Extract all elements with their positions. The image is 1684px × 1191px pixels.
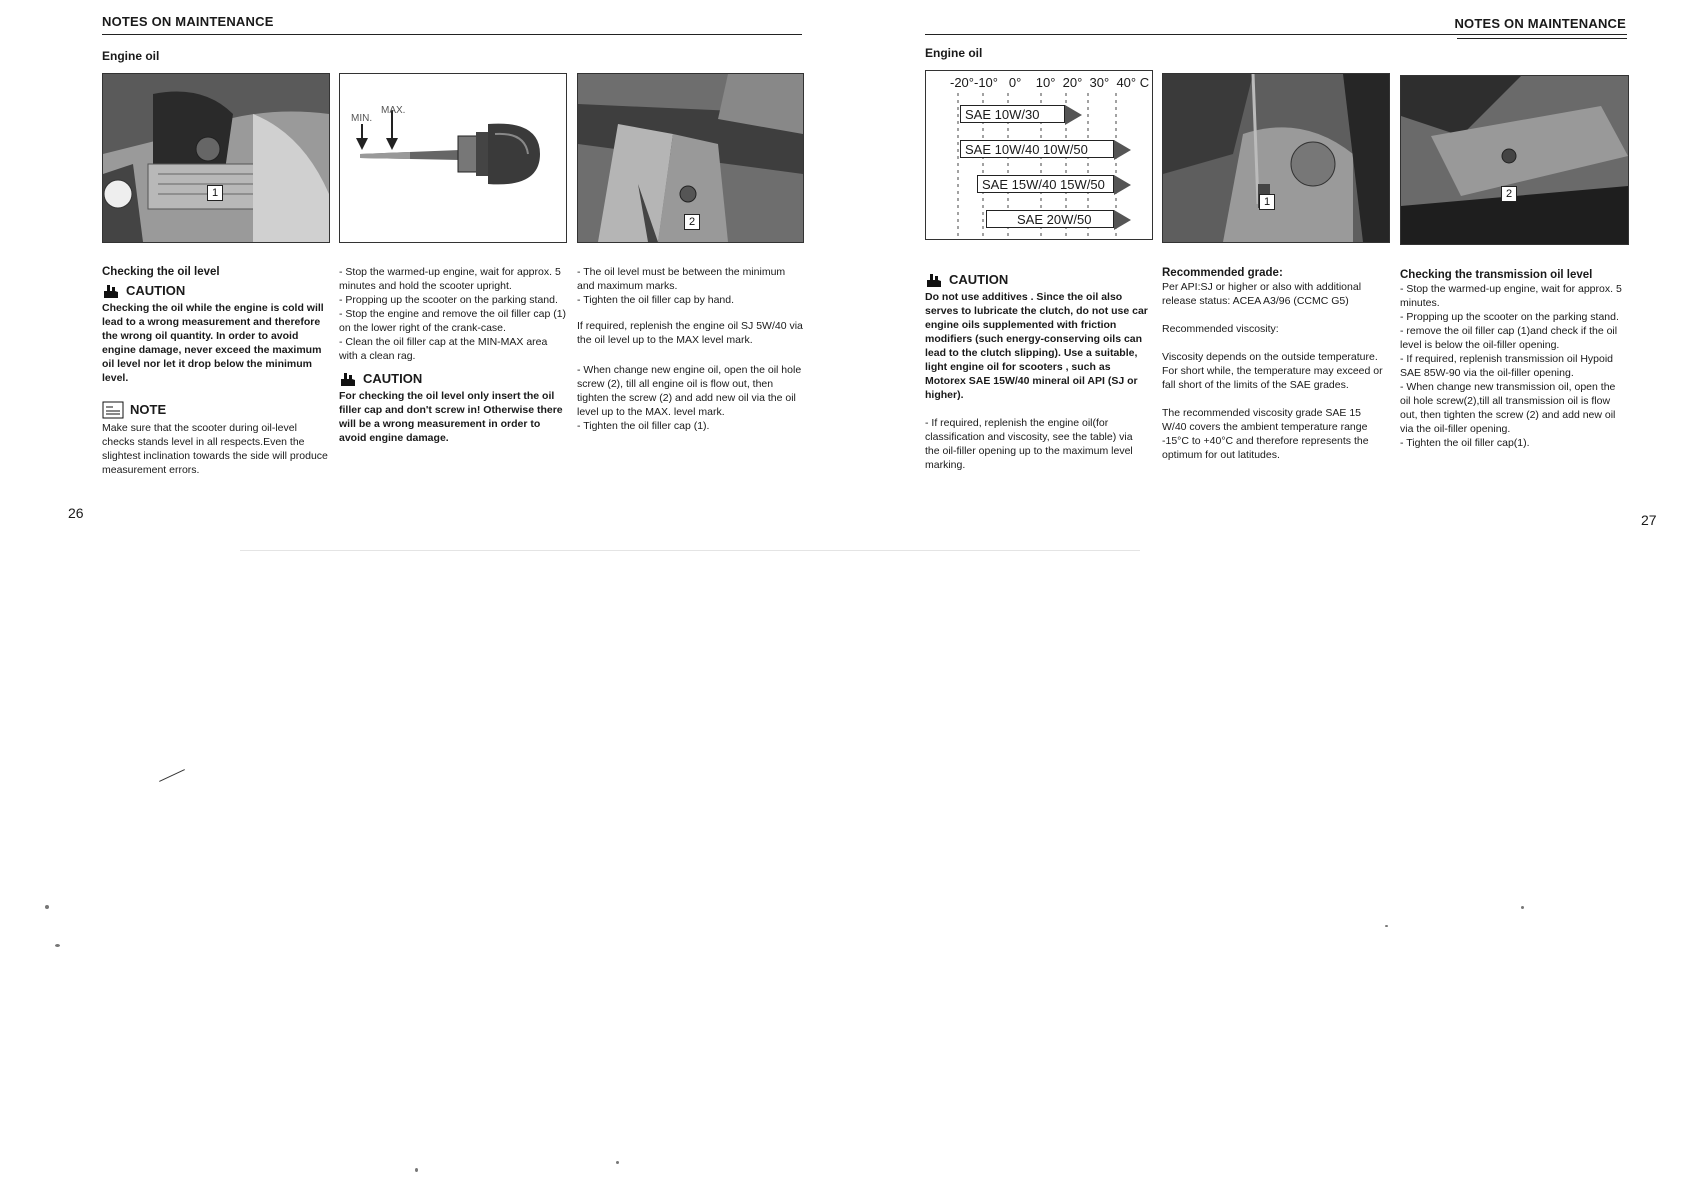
left-column-3	[577, 265, 805, 433]
list-item: - When change new engine oil, open the oil hole screw (2), till all engine oil is flow out, then tighten the screw (2) and add new oil via the oil level up to the MAX. level mark.	[577, 364, 802, 418]
scan-mark	[159, 769, 185, 782]
max-label: MAX.	[381, 105, 406, 116]
transmission-photo-drawing	[1163, 74, 1389, 242]
list-item: - Stop the warmed-up engine, wait for approx. 5 minutes and hold the scooter upright.	[339, 266, 561, 292]
tick-label: 0°	[1008, 75, 1022, 90]
bar-label: SAE 10W/40 10W/50	[965, 142, 1088, 157]
bar-label: SAE 20W/50	[1017, 212, 1092, 227]
callout-2: 2	[684, 214, 700, 230]
right-column-1	[925, 268, 1150, 472]
list-item: - Stop the warmed-up engine, wait for approx. 5 minutes.	[1400, 283, 1622, 309]
page-number-left: 26	[68, 505, 84, 521]
bar-sae-10w40	[960, 140, 1114, 158]
list-item: - Tighten the oil filler cap (1).	[577, 420, 710, 432]
caution-hand-icon	[339, 371, 357, 387]
transmission-title: Checking the transmission oil level	[1400, 269, 1593, 281]
list-item: - Tighten the oil filler cap by hand.	[577, 294, 735, 306]
caution-hand-icon	[102, 283, 120, 299]
caution-label: CAUTION	[126, 283, 186, 298]
section-title-right: Engine oil	[925, 46, 983, 60]
transmission-filler-photo	[1162, 73, 1390, 243]
list-item: - Tighten the oil filler cap(1).	[1400, 437, 1530, 449]
recommended-grade-title: Recommended grade:	[1162, 267, 1283, 279]
list-item: - Stop the engine and remove the oil filler cap (1) on the lower right of the crank-case.	[339, 308, 567, 334]
replenish-text: If required, replenish the engine oil SJ 5W/40 via the oil level up to the MAX level mark.	[577, 320, 803, 346]
header-rule-left	[102, 34, 802, 35]
min-label: MIN.	[351, 113, 373, 124]
note-label: NOTE	[130, 402, 167, 417]
checking-oil-title: Checking the oil level	[102, 266, 220, 278]
scan-speck	[1521, 906, 1524, 909]
dipstick-diagram	[339, 73, 567, 243]
note-text: Make sure that the scooter during oil-level checks stands level in all respects.Even the slightest inclination towards the side will produce measurement errors.	[102, 422, 328, 476]
page-header-left: NOTES ON MAINTENANCE	[102, 14, 274, 29]
arrow-icon	[1114, 175, 1131, 195]
caution-heading	[925, 272, 1150, 288]
note-book-icon	[102, 401, 124, 419]
list-item: - The oil level must be between the minimum and maximum marks.	[577, 266, 786, 292]
caution-heading	[339, 371, 567, 387]
arrow-icon	[1114, 140, 1131, 160]
caution-label: CAUTION	[949, 272, 1009, 287]
bar-sae-20w50	[986, 210, 1114, 228]
list-item: - remove the oil filler cap (1)and check if the oil level is below the oil-filler opening.	[1400, 325, 1618, 351]
caution-text: Do not use additives . Since the oil also serves to lubricate the clutch, do not use car engine oils supplemented with friction modifiers (such energy-conserving oils can lead to the clutch slipping). Use a suitable, light engine oil for scooters , such as Motorex SAE 15W/40 mineral oil API (SJ or higher).	[925, 291, 1148, 401]
arrow-icon	[1065, 105, 1082, 125]
caution-text: For checking the oil level only insert the oil filler cap and don't screw in! Otherwise there will be a wrong measurement in order to avoid engine damage.	[339, 390, 563, 444]
bar-sae-15w40	[977, 175, 1114, 193]
bar-label: SAE 10W/30	[965, 107, 1040, 122]
tick-label: 20°	[1062, 75, 1083, 90]
header-rule-right-short	[1457, 38, 1627, 39]
left-column-1	[102, 265, 330, 477]
note-heading	[102, 401, 330, 419]
engine-photo-drawing	[103, 74, 329, 242]
viscosity-recommendation: The recommended viscosity grade SAE 15 W/40 covers the ambient temperature range -15°C to +40°C and therefore represents the optimum for out latitudes.	[1162, 407, 1369, 461]
scan-fold-line	[240, 550, 1140, 551]
section-title-left: Engine oil	[102, 49, 160, 63]
header-rule-right	[925, 34, 1627, 35]
callout-2: 2	[1501, 186, 1517, 202]
callout-1: 1	[207, 185, 223, 201]
scan-speck	[616, 1161, 619, 1164]
caution-label: CAUTION	[363, 371, 423, 386]
list-item: - When change new transmission oil, open the oil hole screw(2),till all transmission oil is flow out, then tighten the screw (2) and add new oil via the oil-filler opening.	[1400, 381, 1616, 435]
viscosity-chart	[925, 70, 1153, 240]
transmission-drain-photo	[1400, 75, 1629, 245]
callout-1: 1	[1259, 194, 1275, 210]
scan-speck	[415, 1168, 418, 1172]
tick-label: -20°	[950, 75, 974, 90]
page-header-right: NOTES ON MAINTENANCE	[1454, 16, 1626, 31]
scan-speck	[45, 905, 49, 909]
list-item: - If required, replenish transmission oil Hypoid SAE 85W-90 via the oil-filler opening.	[1400, 353, 1614, 379]
tick-label: 40° C	[1116, 75, 1150, 90]
right-column-2	[1162, 266, 1388, 462]
list-item: - Clean the oil filler cap at the MIN-MAX area with a clean rag.	[339, 336, 548, 362]
dipstick-drawing	[340, 74, 566, 242]
page-number-right: 27	[1641, 512, 1657, 528]
viscosity-label: Recommended viscosity:	[1162, 323, 1279, 335]
arrow-icon	[1114, 210, 1131, 230]
caution-hand-icon	[925, 272, 943, 288]
caution-heading	[102, 283, 330, 299]
tick-label: 10°	[1035, 75, 1056, 90]
right-column-3	[1400, 268, 1628, 450]
caution-text: Checking the oil while the engine is cold will lead to a wrong measurement and therefore the wrong oil quantity. In order to avoid engine damage, never exceed the maximum oil level nor let it drop below the minimum level.	[102, 302, 324, 384]
scan-speck	[1385, 925, 1388, 927]
replenish-text: - If required, replenish the engine oil(for classification and viscosity, see the table) via the oil-filler opening up to the maximum level marking.	[925, 417, 1133, 471]
list-item: - Propping up the scooter on the parking stand.	[339, 294, 558, 306]
drain-photo-drawing-right	[1401, 76, 1628, 244]
bar-label: SAE 15W/40 15W/50	[982, 177, 1105, 192]
bar-sae-10w30	[960, 105, 1065, 123]
viscosity-text: Viscosity depends on the outside temperature. For short while, the temperature may exceed or fall short of the limits of the SAE grades.	[1162, 351, 1383, 391]
left-column-2	[339, 265, 567, 445]
drain-screw-photo	[577, 73, 804, 243]
list-item: - Propping up the scooter on the parking stand.	[1400, 311, 1619, 323]
grade-text: Per API:SJ or higher or also with additional release status: ACEA A3/96 (CCMC G5)	[1162, 281, 1362, 307]
tick-label: -10°	[974, 75, 998, 90]
engine-photo-filler-cap	[102, 73, 330, 243]
tick-label: 30°	[1089, 75, 1110, 90]
scan-speck	[55, 944, 60, 947]
